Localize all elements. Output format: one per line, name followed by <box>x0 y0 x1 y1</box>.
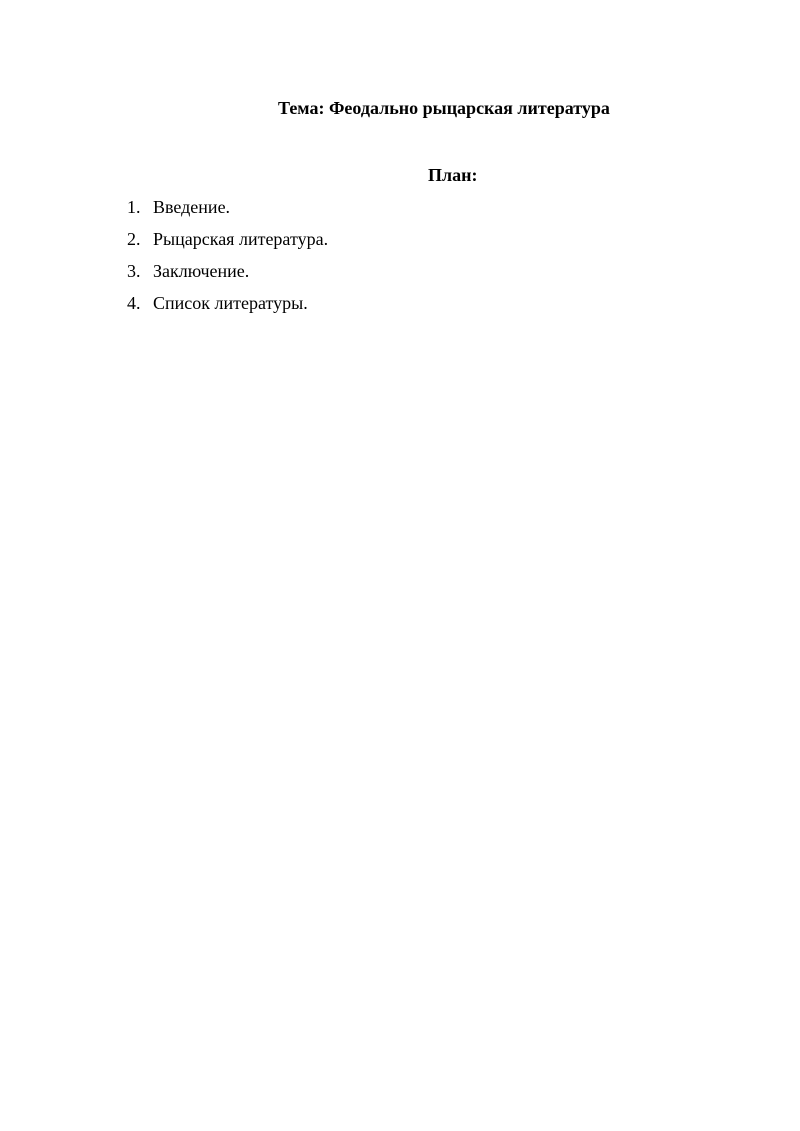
plan-list <box>127 196 328 324</box>
plan-item-number: 2. <box>127 229 141 249</box>
plan-item-text: Заключение. <box>153 261 250 281</box>
plan-item-conclusion <box>127 260 328 292</box>
document-title: Тема: Феодально рыцарская литература <box>278 98 610 118</box>
plan-item-references <box>127 292 328 324</box>
plan-item-knightly-literature <box>127 228 328 260</box>
plan-item-introduction <box>127 196 328 228</box>
plan-item-text: Рыцарская литература. <box>153 229 329 249</box>
plan-item-number: 1. <box>127 197 141 217</box>
plan-item-text: Введение. <box>153 197 231 217</box>
plan-item-number: 3. <box>127 261 141 281</box>
plan-heading: План: <box>428 165 478 185</box>
plan-item-text: Список литературы. <box>153 293 308 313</box>
plan-item-number: 4. <box>127 293 141 313</box>
